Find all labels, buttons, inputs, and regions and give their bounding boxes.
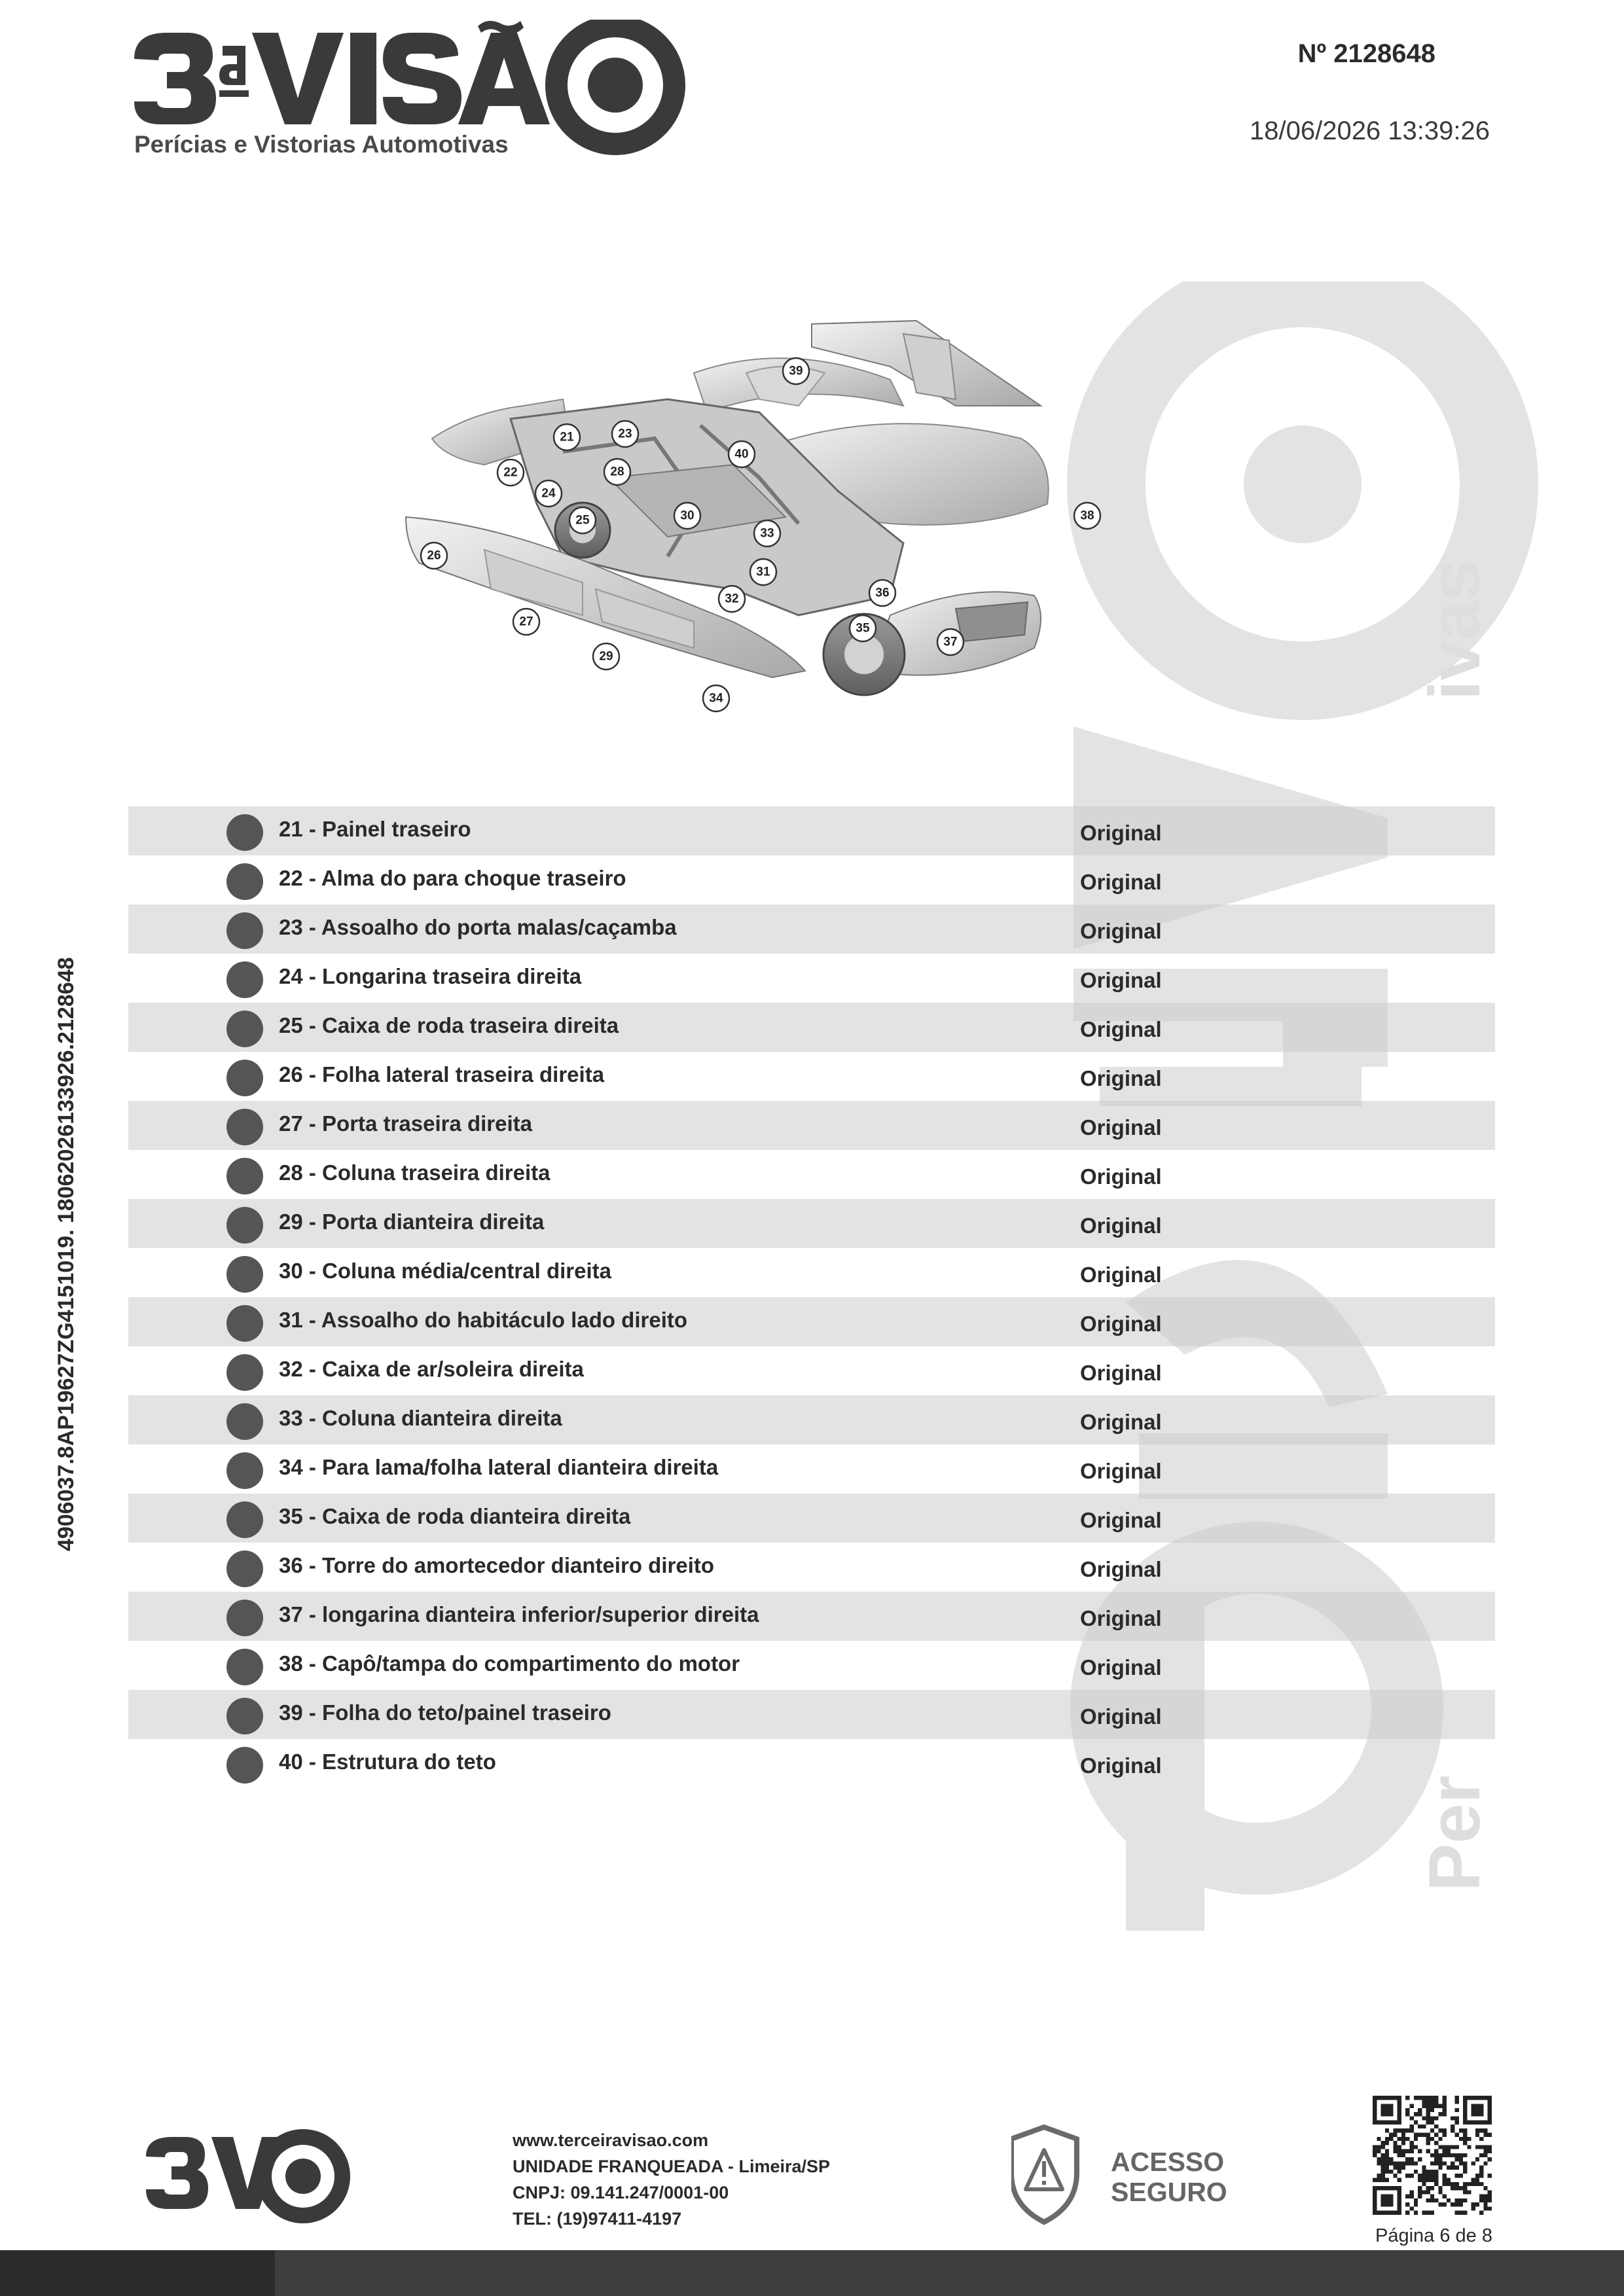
- list-item: [128, 1444, 1495, 1494]
- diagram-callout: [593, 643, 619, 670]
- part-label: 29 - Porta dianteira direita: [279, 1210, 545, 1234]
- part-label: 25 - Caixa de roda traseira direita: [279, 1013, 619, 1037]
- status-dot: [226, 1551, 263, 1587]
- diagram-callout: [421, 543, 447, 569]
- list-item: [128, 1641, 1495, 1690]
- diagram-callout: [729, 441, 755, 467]
- svg-text:32: 32: [725, 592, 739, 606]
- status-dot: [226, 1501, 263, 1538]
- list-item: [128, 1592, 1495, 1641]
- list-item: [128, 905, 1495, 954]
- part-status: Original: [1080, 1361, 1162, 1385]
- diagram-callout: [513, 609, 539, 635]
- part-label: 34 - Para lama/folha lateral dianteira direita: [279, 1455, 719, 1479]
- diagram-callout: [750, 559, 776, 585]
- status-dot: [226, 1354, 263, 1391]
- franchise-unit: UNIDADE FRANQUEADA - Limeira/SP: [513, 2157, 831, 2176]
- document-verification-code: 4906037.8AP19627ZG4151019. 18062026133926.2128648: [54, 957, 79, 1551]
- part-label: 27 - Porta traseira direita: [279, 1111, 533, 1136]
- status-dot: [226, 1109, 263, 1145]
- car-body-diagram: [393, 308, 1139, 740]
- diagram-callout: [754, 520, 780, 547]
- diagram-callout: [783, 358, 809, 384]
- part-status: Original: [1080, 1066, 1162, 1090]
- status-dot: [226, 1060, 263, 1096]
- footer-logo: [143, 2121, 352, 2232]
- secure-access-label: ACESSO SEGURO: [1111, 2147, 1227, 2207]
- status-dot: [226, 814, 263, 851]
- document-number: Nº 2128648: [1297, 39, 1435, 68]
- part-label: 37 - longarina dianteira inferior/superior direita: [279, 1602, 759, 1626]
- svg-text:26: 26: [427, 548, 441, 563]
- document-datetime: 18/06/2026 13:39:26: [1249, 117, 1490, 145]
- part-label: 38 - Capô/tampa do compartimento do motor: [279, 1651, 740, 1676]
- list-item: [128, 855, 1495, 905]
- diagram-callout: [869, 580, 895, 606]
- svg-text:27: 27: [519, 615, 533, 629]
- part-label: 26 - Folha lateral traseira direita: [279, 1062, 605, 1086]
- svg-text:22: 22: [503, 465, 518, 480]
- part-status: Original: [1080, 1312, 1162, 1336]
- status-dot: [226, 1600, 263, 1636]
- status-dot: [226, 1305, 263, 1342]
- svg-text:Per: Per: [1415, 1775, 1495, 1892]
- diagram-callout: [719, 586, 745, 612]
- part-status: Original: [1080, 1164, 1162, 1189]
- list-item: [128, 1543, 1495, 1592]
- part-label: 31 - Assoalho do habitáculo lado direito: [279, 1308, 688, 1332]
- svg-text:40: 40: [734, 447, 749, 461]
- part-status: Original: [1080, 1017, 1162, 1041]
- part-status: Original: [1080, 1115, 1162, 1139]
- part-status: Original: [1080, 1753, 1162, 1778]
- svg-text:23: 23: [618, 427, 632, 441]
- list-item: [128, 1150, 1495, 1199]
- diagram-callout: [850, 615, 876, 641]
- footer-contact-info: [513, 2127, 830, 2232]
- phone: TEL: (19)97411-4197: [513, 2209, 682, 2229]
- list-item: [128, 1739, 1495, 1788]
- part-label: 24 - Longarina traseira direita: [279, 964, 582, 988]
- part-label: 39 - Folha do teto/painel traseiro: [279, 1700, 611, 1725]
- diagram-callout: [612, 421, 638, 447]
- cnpj: CNPJ: 09.141.247/0001-00: [513, 2183, 729, 2202]
- svg-text:30: 30: [680, 509, 695, 523]
- svg-text:33: 33: [760, 526, 774, 541]
- list-item: [128, 954, 1495, 1003]
- part-status: Original: [1080, 1213, 1162, 1238]
- list-item: [128, 1494, 1495, 1543]
- svg-text:21: 21: [560, 430, 574, 444]
- part-label: 40 - Estrutura do teto: [279, 1749, 496, 1774]
- page-number: Página 6 de 8: [1375, 2225, 1492, 2246]
- part-status: Original: [1080, 919, 1162, 943]
- list-item: [128, 1395, 1495, 1444]
- website-link[interactable]: www.terceiravisao.com: [513, 2130, 709, 2150]
- status-dot: [226, 1158, 263, 1194]
- list-item: [128, 1003, 1495, 1052]
- svg-text:37: 37: [943, 635, 958, 649]
- part-status: Original: [1080, 1459, 1162, 1483]
- part-status: Original: [1080, 1410, 1162, 1434]
- diagram-callout: [554, 424, 580, 450]
- status-dot: [226, 863, 263, 900]
- part-status: Original: [1080, 1704, 1162, 1729]
- part-label: 35 - Caixa de roda dianteira direita: [279, 1504, 631, 1528]
- svg-text:29: 29: [599, 649, 613, 664]
- svg-text:ivas: ivas: [1415, 560, 1495, 700]
- svg-text:25: 25: [575, 513, 590, 528]
- part-status: Original: [1080, 1263, 1162, 1287]
- part-status: Original: [1080, 821, 1162, 845]
- status-dot: [226, 1747, 263, 1784]
- svg-text:28: 28: [610, 465, 624, 479]
- status-dot: [226, 912, 263, 949]
- svg-text:39: 39: [789, 364, 803, 378]
- part-status: Original: [1080, 870, 1162, 894]
- svg-text:31: 31: [756, 565, 770, 579]
- status-dot: [226, 1256, 263, 1293]
- svg-text:24: 24: [541, 486, 556, 501]
- list-item: [128, 1052, 1495, 1101]
- part-status: Original: [1080, 1606, 1162, 1630]
- status-dot: [226, 961, 263, 998]
- diagram-callout: [703, 685, 729, 711]
- svg-text:38: 38: [1080, 509, 1094, 523]
- list-item: [128, 1101, 1495, 1150]
- footer-bar-accent: [0, 2250, 275, 2296]
- part-label: 33 - Coluna dianteira direita: [279, 1406, 562, 1430]
- logo-tagline: Perícias e Vistorias Automotivas: [134, 131, 509, 158]
- diagram-callout: [535, 480, 562, 507]
- status-dot: [226, 1207, 263, 1244]
- diagram-callout: [604, 459, 630, 485]
- part-label: 28 - Coluna traseira direita: [279, 1160, 550, 1185]
- list-item: [128, 1248, 1495, 1297]
- status-dot: [226, 1403, 263, 1440]
- part-label: 32 - Caixa de ar/soleira direita: [279, 1357, 584, 1381]
- diagram-callout: [674, 503, 700, 529]
- part-label: 21 - Painel traseiro: [279, 817, 471, 841]
- part-status: Original: [1080, 968, 1162, 992]
- list-item: [128, 1346, 1495, 1395]
- diagram-callout: [497, 459, 524, 486]
- svg-text:36: 36: [875, 586, 890, 600]
- part-status: Original: [1080, 1655, 1162, 1679]
- part-status: Original: [1080, 1508, 1162, 1532]
- part-label: 36 - Torre do amortecedor dianteiro direito: [279, 1553, 715, 1577]
- diagram-callout: [1074, 503, 1100, 529]
- part-label: 30 - Coluna média/central direita: [279, 1259, 611, 1283]
- qr-code[interactable]: [1373, 2096, 1492, 2215]
- list-item: [128, 806, 1495, 855]
- status-dot: [226, 1452, 263, 1489]
- part-status: Original: [1080, 1557, 1162, 1581]
- svg-text:34: 34: [709, 691, 723, 706]
- list-item: [128, 1297, 1495, 1346]
- parts-list: [128, 806, 1495, 1788]
- list-item: [128, 1199, 1495, 1248]
- list-item: [128, 1690, 1495, 1739]
- part-label: 22 - Alma do para choque traseiro: [279, 866, 626, 890]
- svg-text:35: 35: [856, 621, 870, 636]
- status-dot: [226, 1649, 263, 1685]
- part-label: 23 - Assoalho do porta malas/caçamba: [279, 915, 677, 939]
- status-dot: [226, 1011, 263, 1047]
- diagram-callout: [937, 629, 964, 655]
- status-dot: [226, 1698, 263, 1734]
- diagram-callout: [569, 507, 596, 533]
